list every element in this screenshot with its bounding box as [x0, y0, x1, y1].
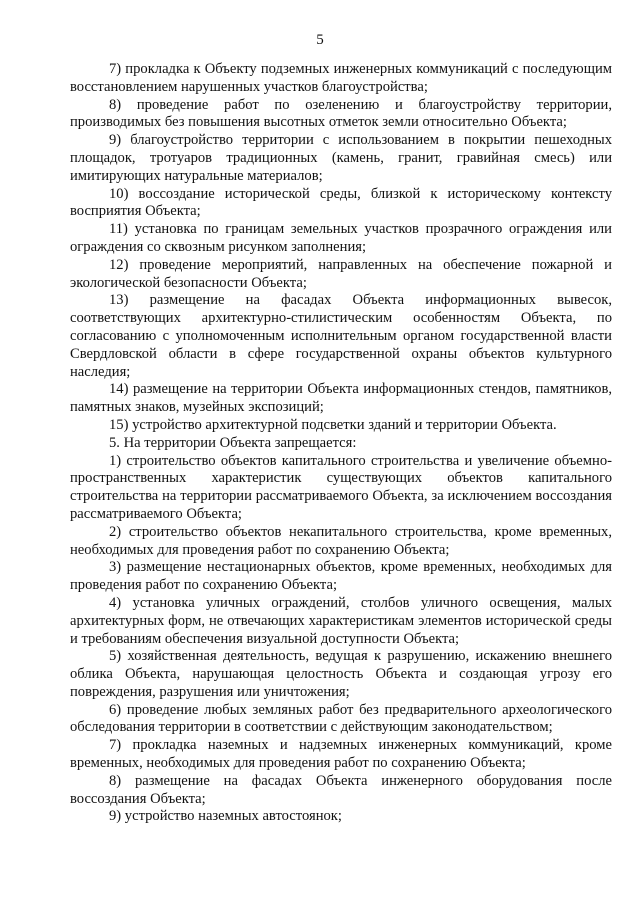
paragraph: 8) размещение на фасадах Объекта инженерного оборудования после воссоздания Объекта; — [70, 772, 612, 807]
page-number: 5 — [316, 32, 324, 48]
paragraph: 12) проведение мероприятий, направленных на обеспечение пожарной и экологической безопасности Объекта; — [70, 256, 612, 291]
paragraph: 9) благоустройство территории с использованием в покрытии пешеходных площадок, тротуаров традиционных (камень, гранит, гравийная смесь) или имитирующих натуральные материалов; — [70, 132, 612, 184]
paragraph: 9) устройство наземных автостоянок; — [109, 808, 342, 825]
paragraph: 1) строительство объектов капитального строительства и увеличение объемно-пространственных характеристик существующих объектов капитального строительства на территории рассматриваемого Объекта, за исключением воссоздания рассматриваемого Объекта; — [70, 452, 612, 522]
paragraph: 4) установка уличных ограждений, столбов уличного освещения, малых архитектурных форм, не отвечающих характеристикам элементов исторической среды и требованиям обеспечения визуальной доступности Объекта; — [70, 594, 612, 647]
paragraph: 8) проведение работ по озеленению и благоустройству территории, производимых без повышения высотных отметок земли относительно Объекта; — [70, 96, 612, 131]
paragraph: 11) установка по границам земельных участков прозрачного ограждения или ограждения со сквозным рисунком заполнения; — [70, 221, 612, 255]
paragraph: 5) хозяйственная деятельность, ведущая к разрушению, искажению внешнего облика Объекта, нарушающая целостность Объекта и создающая угрозу его повреждения, разрушения или уничтожения; — [70, 648, 612, 700]
document-body — [70, 61, 612, 826]
paragraph: 7) прокладка наземных и надземных инженерных коммуникаций, кроме временных, необходимых для проведения работ по сохранению Объекта; — [70, 737, 612, 772]
paragraph: 15) устройство архитектурной подсветки зданий и территории Объекта. — [109, 416, 557, 433]
section-heading: 5. На территории Объекта запрещается: — [109, 434, 357, 451]
paragraph: 10) воссоздание исторической среды, близкой к историческому контексту восприятия Объекта; — [70, 185, 612, 220]
paragraph: 3) размещение нестационарных объектов, кроме временных, необходимых для проведения работ по сохранению Объекта; — [70, 559, 612, 594]
paragraph: 6) проведение любых земляных работ без предварительного археологического обследования территории в соответствии с действующим законодательством; — [70, 701, 612, 736]
paragraph: 7) прокладка к Объекту подземных инженерных коммуникаций с последующим восстановлением нарушенных участков благоустройства; — [70, 61, 612, 95]
paragraph: 14) размещение на территории Объекта информационных стендов, памятников, памятных знаков, музейных экспозиций; — [70, 381, 612, 416]
paragraph: 2) строительство объектов некапитального строительства, кроме временных, необходимых для проведения работ по сохранению Объекта; — [70, 523, 612, 558]
paragraph: 13) размещение на фасадах Объекта информационных вывесок, соответствующих архитектурно-стилистическим особенностям Объекта, по согласованию с уполномоченным исполнительным органом государственной власти Свердловской области в сфере государственной охраны объектов культурного наследия; — [70, 292, 612, 380]
